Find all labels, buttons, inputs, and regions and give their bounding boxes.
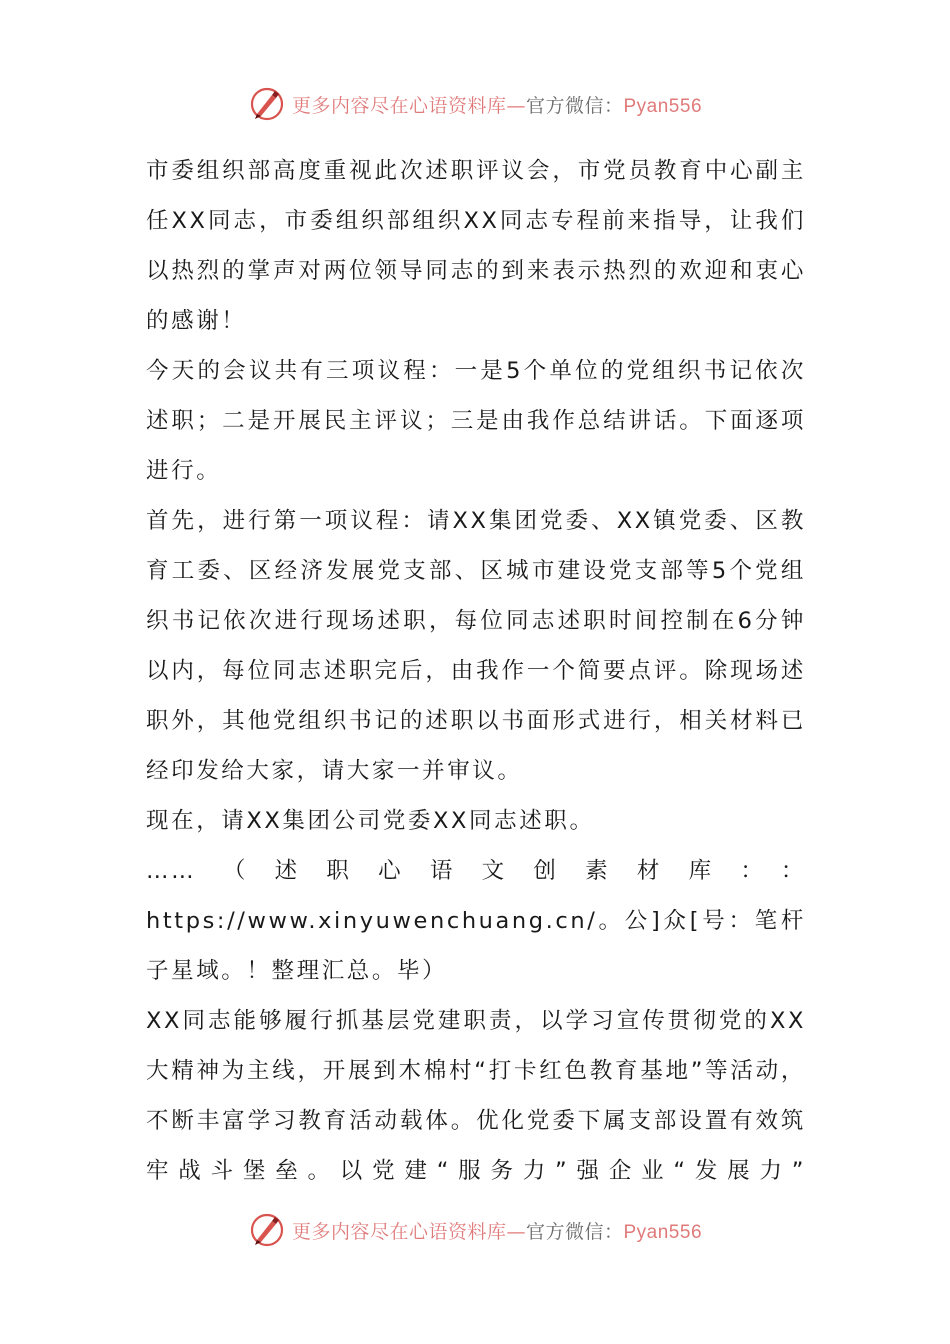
paragraph: XX同志能够履行抓基层党建职责，以学习宣传贯彻党的XX大精神为主线，开展到木棉村“打卡红色教育基地”等活动，不断丰富学习教育活动载体。优化党委下属支部设置有效筑牢战斗堡垒。以党建“服务力”强企业“发展力” [146, 1008, 806, 1184]
official-wechat-label: 官方微信： [525, 1220, 624, 1243]
separator-dash: — [506, 94, 526, 117]
separator-dash: — [506, 1220, 526, 1243]
pen-logo-icon [248, 85, 286, 123]
paragraph: ……（述职心语文创素材库：：https://www.xinyuwenchuang.cn/。公]众[号：笔杆子星域。！整理汇总。毕） [146, 858, 806, 984]
paragraph: 首先，进行第一项议程：请XX集团党委、XX镇党委、区教育工委、区经济发展党支部、区城市建设党支部等5个党组织书记依次进行现场述职，每位同志述职时间控制在6分钟以内，每位同志述职完后，由我作一个简要点评。除现场述职外，其他党组织书记的述职以书面形式进行，相关材料已经印发给大家，请大家一并审议。 [146, 508, 806, 784]
pen-logo-icon [248, 1211, 286, 1249]
site-slogan: 更多内容尽在心语资料库 [291, 1220, 507, 1243]
wechat-id: Pyan556 [623, 95, 703, 117]
wechat-id: Pyan556 [623, 1221, 703, 1243]
header-watermark [0, 82, 950, 126]
header-watermark-text [292, 91, 702, 118]
site-slogan: 更多内容尽在心语资料库 [291, 94, 507, 117]
document-body [146, 146, 806, 1196]
paragraph: 现在，请XX集团公司党委XX同志述职。 [146, 808, 595, 834]
paragraph: 市委组织部高度重视此次述职评议会，市党员教育中心副主任XX同志，市委组织部组织XX同志专程前来指导，让我们以热烈的掌声对两位领导同志的到来表示热烈的欢迎和衷心的感谢！ [146, 158, 806, 334]
footer-watermark [0, 1208, 950, 1252]
official-wechat-label: 官方微信： [525, 94, 624, 117]
paragraph: 今天的会议共有三项议程：一是5个单位的党组织书记依次述职；二是开展民主评议；三是由我作总结讲话。下面逐项进行。 [146, 358, 806, 484]
footer-watermark-text [292, 1217, 702, 1244]
